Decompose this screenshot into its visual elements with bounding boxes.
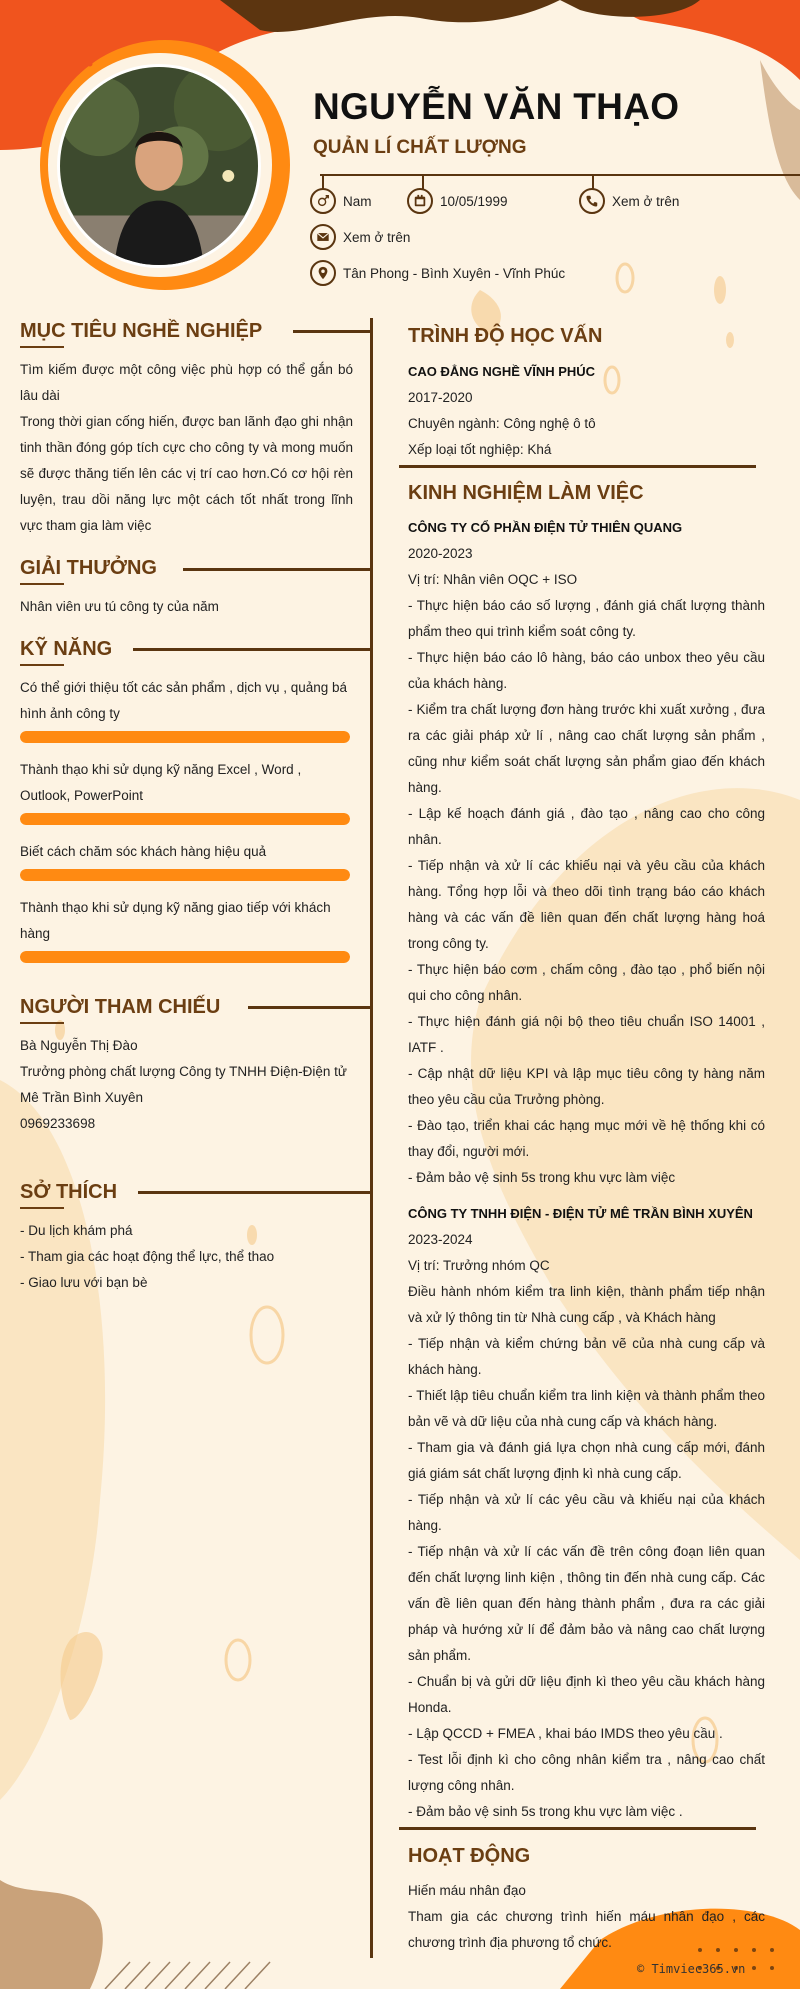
address-info [310,260,565,286]
gender-info [310,188,372,214]
skill-bar [20,731,350,743]
job-line: - Thực hiện báo cáo lô hàng, báo cáo unbox theo yêu cầu của khách hàng. [408,650,765,691]
education-years: 2017-2020 [408,390,473,405]
hobbies-title: SỞ THÍCH [20,1181,118,1203]
job-line: - Đảm bảo vệ sinh 5s trong khu vực làm việc . [408,1804,683,1819]
job-line: - Tham gia và đánh giá lựa chọn nhà cung cấp mới, đánh giá giám sát chất lượng định kì nhà cung cấp. [408,1440,765,1481]
education-body [408,359,765,463]
job-entry [408,515,765,1191]
reference-name: Bà Nguyễn Thị Đào [20,1038,138,1053]
skill-label: Thành thạo khi sử dụng kỹ năng giao tiếp với khách hàng [20,900,331,941]
title-underline [20,664,64,666]
location-pin-icon [310,260,336,286]
company-name: CÔNG TY CỔ PHẦN ĐIỆN TỬ THIÊN QUANG [408,520,683,535]
job-line: - Đảm bảo vệ sinh 5s trong khu vực làm việc [408,1170,676,1185]
job-line: Vị trí: Trưởng nhóm QC [408,1258,550,1273]
skill-bar-fill [20,951,350,963]
candidate-name: NGUYỄN VĂN THẠO [313,86,680,127]
skill-bar-fill [20,869,350,881]
title-underline [20,346,64,348]
hobby-item: - Du lịch khám phá [20,1223,133,1238]
job-line: - Tiếp nhận và xử lí các vấn đề trên công đoạn liên quan đến chất lượng linh kiện , thông tin đến nhà cung cấp. Các vấn đề liên quan đến hàng thành phẩm , đưa ra các giải pháp và hướng xử lí để đảm bảo và nâng cao chất lượng sản phẩm. [408,1544,765,1663]
skill-label: Có thể giới thiệu tốt các sản phẩm , dịch vụ , quảng bá hình ảnh công ty [20,680,348,721]
job-line: Điều hành nhóm kiểm tra linh kiện, thành phẩm tiếp nhận và xử lý thông tin từ Nhà cung cấp , và Khách hàng [408,1284,765,1325]
calendar-icon [407,188,433,214]
experience-body [408,515,765,1825]
job-line: - Thiết lập tiêu chuẩn kiểm tra linh kiện và thành phẩm theo bản vẽ và dữ liệu của nhà cung cấp và khách hàng. [408,1388,765,1429]
job-line: - Chuẩn bị và gửi dữ liệu định kì theo yêu cầu khách hàng Honda. [408,1674,765,1715]
job-entry [408,1201,765,1825]
skill-bar [20,813,350,825]
skill-label: Biết cách chăm sóc khách hàng hiệu quả [20,844,267,859]
skill-bar-fill [20,813,350,825]
address-value: Tân Phong - Bình Xuyên - Vĩnh Phúc [343,265,566,281]
section-connector [183,568,373,571]
birthday-info [407,188,508,214]
awards-title: GIẢI THƯỞNG [20,557,157,579]
hobbies-body [20,1218,360,1296]
skills-title: KỸ NĂNG [20,638,113,660]
hobby-item: - Tham gia các hoạt động thể lực, thể thao [20,1249,275,1264]
title-underline [20,1207,64,1209]
job-years: 2023-2024 [408,1232,473,1247]
career-goal-paragraph: Trong thời gian cống hiến, được ban lãnh đạo ghi nhận tinh thần đóng góp tích cực cho công ty và mong muốn sẽ được thăng tiến lên các vị trí cao hơn.Có cơ hội rèn luyện, trau dồi năng lực một cách tốt nhất trong lĩnh vực tham gia làm việc [20,414,353,533]
job-line: Vị trí: Nhân viên OQC + ISO [408,572,578,587]
email-icon [310,224,336,250]
job-line: - Thực hiện báo cáo số lượng , đánh giá chất lượng thành phẩm theo qui trình kiểm soát công ty. [408,598,765,639]
career-goal-title: MỤC TIÊU NGHỀ NGHIỆP [20,320,263,342]
avatar-photo [60,67,258,265]
header-divider [320,174,800,176]
school-name: CAO ĐẲNG NGHỀ VĨNH PHÚC [408,364,596,379]
section-divider [399,465,756,468]
phone-value: Xem ở trên [612,193,680,209]
email-value: Xem ở trên [343,229,411,245]
job-line: - Thực hiện báo cơm , chấm công , đào tạo , phổ biến nội qui cho công nhân. [408,962,765,1003]
section-connector [138,1191,373,1194]
activities-title: HOẠT ĐỘNG [408,1845,531,1867]
job-line: - Thực hiện đánh giá nội bộ theo tiêu chuẩn ISO 14001 , IATF . [408,1014,765,1055]
education-grade: Xếp loại tốt nghiệp: Khá [408,442,552,457]
section-connector [293,330,373,333]
activity-heading: Hiến máu nhân đạo [408,1883,526,1898]
education-major: Chuyên ngành: Công nghệ ô tô [408,416,596,431]
job-title: QUẢN LÍ CHẤT LƯỢNG [313,137,527,158]
avatar [57,64,261,268]
skill-label: Thành thạo khi sử dụng kỹ năng Excel , Word , Outlook, PowerPoint [20,762,302,803]
section-divider [399,1827,756,1830]
skill-bar-fill [20,731,350,743]
award-item: Nhân viên ưu tú công ty của năm [20,599,219,614]
column-divider [370,318,373,1958]
job-line: - Tiếp nhận và xử lí các khiếu nại và yêu cầu của khách hàng. Tổng hợp lỗi và theo dõi tình trạng báo cáo khách hàng và các vấn đề liên quan đến chất lượng hàng hoá trong công ty. [408,858,765,951]
hobby-item: - Giao lưu với bạn bè [20,1275,148,1290]
career-goal-paragraph: Tìm kiếm được một công việc phù hợp có thể gắn bó lâu dài [20,362,353,403]
job-line: - Test lỗi định kì cho công nhân kiểm tra , nâng cao chất lượng công nhân. [408,1752,765,1793]
job-line: - Cập nhật dữ liệu KPI và lập mục tiêu công ty hàng năm theo yêu cầu của Trưởng phòng. [408,1066,765,1107]
birthday-value: 10/05/1999 [440,193,508,209]
job-line: - Lập kế hoạch đánh giá , đào tạo , nâng cao cho công nhân. [408,806,765,847]
career-goal-body [20,357,353,539]
reference-role: Trưởng phòng chất lượng Công ty TNHH Điện-Điện tử Mê Trần Bình Xuyên [20,1064,347,1105]
activities-body [408,1878,765,1956]
awards-body [20,594,353,620]
job-line: - Đào tạo, triển khai các hạng mục mới về hệ thống khi có thay đổi, người mới. [408,1118,765,1159]
email-info [310,224,410,250]
title-underline [20,1022,64,1024]
title-underline [20,583,64,585]
job-line: - Kiểm tra chất lượng đơn hàng trước khi xuất xưởng , đưa ra các giải pháp xử lí , nâng cao chất lượng sản phẩm , cũng như kiểm soát chất lượng sản phẩm giao đến khách hàng. [408,702,765,795]
education-title: TRÌNH ĐỘ HỌC VẤN [408,325,603,347]
job-line: - Lập QCCD + FMEA , khai báo IMDS theo yêu cầu . [408,1726,723,1741]
skill-bar [20,951,350,963]
gender-icon [310,188,336,214]
phone-icon [579,188,605,214]
company-name: CÔNG TY TNHH ĐIỆN - ĐIỆN TỬ MÊ TRẦN BÌNH XUYÊN [408,1206,753,1221]
job-line: - Tiếp nhận và kiểm chứng bản vẽ của nhà cung cấp và khách hàng. [408,1336,765,1377]
job-line: - Tiếp nhận và xử lí các yêu cầu và khiếu nại của khách hàng. [408,1492,765,1533]
phone-info [579,188,679,214]
watermark: © Timviec365.vn [637,1962,746,1976]
reference-phone: 0969233698 [20,1116,96,1131]
references-title: NGƯỜI THAM CHIẾU [20,996,221,1018]
section-connector [133,648,373,651]
experience-title: KINH NGHIỆM LÀM VIỆC [408,482,644,504]
gender-value: Nam [343,193,372,209]
job-years: 2020-2023 [408,546,473,561]
activity-text: Tham gia các chương trình hiến máu nhân đạo , các chương trình địa phương tổ chức. [408,1909,765,1950]
skill-bar [20,869,350,881]
section-connector [248,1006,373,1009]
references-body [20,1033,360,1137]
